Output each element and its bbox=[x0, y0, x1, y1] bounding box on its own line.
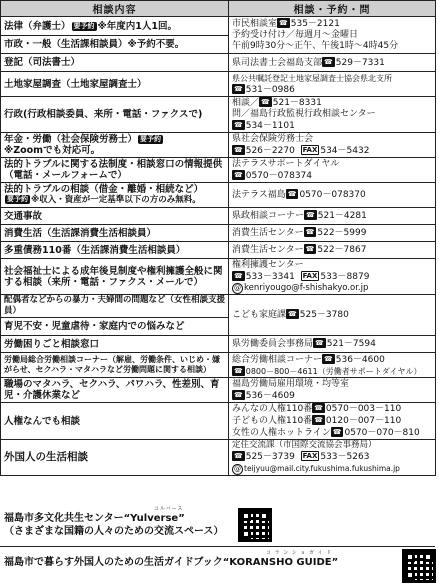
reservation-required-badge: 要予約 bbox=[7, 195, 28, 203]
phone-number[interactable]: 521－7594 bbox=[326, 339, 376, 349]
phone-number[interactable]: 0800－800－4611（労働者サポートダイヤル） bbox=[245, 366, 422, 376]
phone-number[interactable]: 525－3780 bbox=[299, 310, 349, 320]
phone-icon: ☎ bbox=[234, 366, 243, 375]
topic-cell: 配偶者などからの暴力・夫婦間の問題など（女性相談支援員） bbox=[1, 295, 229, 318]
contact-cell: 消費生活センター ☎ 522－5999 bbox=[229, 225, 436, 242]
email-link[interactable]: kenriyougo@f-shishakyo.or.jp bbox=[244, 282, 369, 293]
fax-icon: FAX bbox=[302, 452, 318, 460]
phone-number[interactable]: 522－7867 bbox=[317, 245, 367, 255]
topic-cell: 市政・一般（生活課相談員）※予約不要。 bbox=[1, 36, 229, 54]
table-row bbox=[1, 259, 436, 295]
fax-number: 533－8879 bbox=[320, 271, 370, 282]
topic-cell: 登記（司法書士） bbox=[1, 54, 229, 72]
topic-cell: 社会福祉士による成年後見制度や権利擁護全般に関する相談（来所・電話・ファクス・メールで） bbox=[1, 259, 229, 295]
phone-number[interactable]: 534－1101 bbox=[245, 121, 295, 131]
phone-icon: ☎ bbox=[288, 310, 297, 318]
topic-cell: 年金・労働（社会保険労務士） 要予約 ※Zoomでも対応可。 bbox=[1, 133, 229, 158]
phone-icon: ☎ bbox=[315, 339, 324, 347]
reservation-required-badge: 要予約 bbox=[73, 21, 95, 30]
contact-cell: 法テラスサポートダイヤル ☎ 0570－078374 bbox=[229, 158, 436, 183]
phone-icon: ☎ bbox=[305, 228, 315, 236]
phone-number[interactable]: 531－0986 bbox=[245, 84, 295, 95]
phone-number[interactable]: 535－2121 bbox=[290, 19, 340, 29]
phone-icon: ☎ bbox=[261, 98, 270, 106]
header-topic: 相談内容 bbox=[1, 1, 229, 17]
guidebook-qr-code[interactable] bbox=[402, 549, 436, 583]
table-row bbox=[1, 378, 436, 403]
furigana: コ ラ ン シ ョ ガ イ ド bbox=[266, 550, 333, 556]
phone-icon: ☎ bbox=[234, 170, 243, 179]
phone-icon: ☎ bbox=[314, 404, 323, 412]
topic-cell: 土地家屋調査（土地家屋調査士） bbox=[1, 72, 229, 97]
mail-icon: @ bbox=[234, 465, 241, 473]
contact-cell: みんなの人権110番 ☎ 0570－003－110 子どもの人権110番 ☎ 0120－007－110 女性の人権ホットライン ☎ 0570－070－810 bbox=[229, 403, 436, 440]
contact-cell: 県労働委員会事務局 ☎ 521－7594 bbox=[229, 336, 436, 353]
email-link[interactable]: teijyuu@mail.city.fukushima.fukushima.jp bbox=[244, 464, 400, 473]
topic-cell: 法的トラブルに関する法制度・相談窓口の情報提供（電話・メールフォームで） bbox=[1, 158, 229, 183]
yulverse-subtitle: （さまざまな国籍の人々のための交流スペース） bbox=[4, 526, 224, 537]
contact-cell: 定住交流課（市国際交流協会事務局） ☎ 525－3739 FAX 533－5263 @ teijyuu@mail.city.fukushima.fukushima.jp bbox=[229, 440, 436, 476]
guidebook-info bbox=[4, 550, 338, 569]
table-header bbox=[1, 1, 436, 17]
phone-number[interactable]: 521－4281 bbox=[317, 211, 367, 221]
phone-icon: ☎ bbox=[234, 84, 243, 93]
topic-cell: 法律（弁護士） 要予約 ※年度内1人1回。 bbox=[1, 17, 229, 36]
contact-cell: 総合労働相談コーナー ☎ 536－4600 ☎ 0800－800－4611（労働者サポートダイヤル） bbox=[229, 353, 436, 378]
topic-cell: 多重債務110番（生活課消費生活相談員） bbox=[1, 242, 229, 259]
phone-number[interactable]: 0570－078370 bbox=[299, 190, 366, 200]
phone-icon: ☎ bbox=[279, 19, 288, 27]
phone-icon: ☎ bbox=[324, 354, 333, 363]
contact-cell: 相談／ ☎ 521－8331 問／福島行政監視行政相談センター ☎ 534－1101 bbox=[229, 97, 436, 133]
phone-number[interactable]: 525－3739 bbox=[245, 452, 295, 462]
table-row bbox=[1, 295, 436, 318]
table-row bbox=[1, 72, 436, 97]
guidebook-title: 福島市で暮らす外国人のための生活ガイドブック“KORANSHO GUIDE” bbox=[4, 557, 339, 568]
table-row bbox=[1, 183, 436, 208]
table-row bbox=[1, 225, 436, 242]
table-row bbox=[1, 54, 436, 72]
topic-cell: 行政(行政相談委員、来所・電話・ファクスで) bbox=[1, 97, 229, 133]
phone-number[interactable]: 0570－078374 bbox=[245, 170, 312, 181]
contact-cell: 県公共嘱託登記土地家屋調査士協会県北支所 ☎ 531－0986 bbox=[229, 72, 436, 97]
topic-cell: 法的トラブルの相談（借金・離婚・相続など） 要予約 ※収入・資産が一定基準以下の方のみ無料。 bbox=[1, 183, 229, 208]
table-row bbox=[1, 403, 436, 440]
header-contact: 相談・予約・問 bbox=[229, 1, 436, 17]
table-row bbox=[1, 133, 436, 158]
table-row bbox=[1, 353, 436, 378]
phone-number[interactable]: 533－3341 bbox=[245, 271, 295, 282]
phone-icon: ☎ bbox=[332, 428, 342, 436]
contact-cell: 市民相談室 ☎ 535－2121 予約受け付け／毎週月～金曜日 午前9時30分～正午、午後1時～4時45分 bbox=[229, 17, 436, 54]
phone-icon: ☎ bbox=[305, 245, 315, 253]
topic-cell: 育児不安・児童虐待・家庭内での悩みなど bbox=[1, 318, 229, 336]
table-row bbox=[1, 208, 436, 225]
contact-cell: こども家庭課 ☎ 525－3780 bbox=[229, 295, 436, 336]
phone-number[interactable]: 521－8331 bbox=[272, 98, 322, 108]
topic-cell: 職場のマタハラ、セクハラ、パワハラ、性差別、育児・介護休業など bbox=[1, 378, 229, 403]
phone-icon: ☎ bbox=[234, 121, 243, 129]
fax-number: 534－5432 bbox=[320, 145, 370, 156]
furigana: ユルバース bbox=[154, 506, 184, 512]
fax-icon: FAX bbox=[302, 145, 318, 154]
contact-cell: 県司法書士会福島支部 ☎ 529－7331 bbox=[229, 54, 436, 72]
phone-number[interactable]: 522－5999 bbox=[317, 228, 367, 238]
phone-number[interactable]: 536－4609 bbox=[245, 390, 295, 401]
phone-number[interactable]: 529－7331 bbox=[335, 57, 385, 68]
topic-cell: 人権なんでも相談 bbox=[1, 403, 229, 440]
yulverse-title: 福島市多文化共生センター“Yulverse” bbox=[4, 513, 185, 524]
phone-number[interactable]: 536－4600 bbox=[335, 354, 385, 365]
contact-cell: 権利擁護センター ☎ 533－3341 FAX 533－8879 @ kenriyougo@f-shishakyo.or.jp bbox=[229, 259, 436, 295]
table-row bbox=[1, 17, 436, 36]
table-row bbox=[1, 336, 436, 353]
phone-number[interactable]: 0570－003－110 bbox=[325, 404, 402, 414]
topic-cell: 労働困りごと相談窓口 bbox=[1, 336, 229, 353]
phone-icon: ☎ bbox=[234, 271, 243, 280]
phone-icon: ☎ bbox=[234, 390, 243, 399]
topic-cell: 交通事故 bbox=[1, 208, 229, 225]
phone-icon: ☎ bbox=[314, 416, 323, 424]
topic-cell: 消費生活（生活課消費生活相談員） bbox=[1, 225, 229, 242]
phone-number[interactable]: 526－2270 bbox=[245, 145, 295, 156]
topic-cell: 労働局総合労働相談コーナー（解雇、労働条件、いじめ・嫌がらせ、セクハラ・マタハラなど労働問題に関する相談） bbox=[1, 353, 229, 378]
divider bbox=[0, 546, 435, 547]
reservation-required-badge: 要予約 bbox=[140, 135, 162, 143]
phone-number[interactable]: 0570－070－810 bbox=[344, 428, 420, 438]
phone-icon: ☎ bbox=[234, 452, 243, 460]
yulverse-qr-code[interactable] bbox=[238, 508, 272, 542]
contact-cell: 県政相談コーナー ☎ 521－4281 bbox=[229, 208, 436, 225]
contact-cell: 消費生活センター ☎ 522－7867 bbox=[229, 242, 436, 259]
fax-number: 533－5263 bbox=[320, 452, 370, 462]
topic-cell: 外国人の生活相談 bbox=[1, 440, 229, 476]
table-row bbox=[1, 440, 436, 476]
contact-cell: 法テラス福島 ☎ 0570－078370 bbox=[229, 183, 436, 208]
phone-number[interactable]: 0120－007－110 bbox=[325, 416, 402, 426]
phone-icon: ☎ bbox=[287, 190, 297, 198]
fax-icon: FAX bbox=[302, 271, 318, 280]
phone-icon: ☎ bbox=[324, 57, 333, 66]
contact-cell: 県社会保険労務士会 ☎ 526－2270 FAX 534－5432 bbox=[229, 133, 436, 158]
table-row bbox=[1, 242, 436, 259]
yulverse-center-info bbox=[4, 506, 224, 538]
mail-icon: @ bbox=[234, 283, 241, 292]
phone-icon: ☎ bbox=[306, 211, 315, 219]
contact-cell: 福島労働局雇用環境・均等室 ☎ 536－4609 bbox=[229, 378, 436, 403]
phone-icon: ☎ bbox=[234, 145, 243, 154]
table-row bbox=[1, 97, 436, 133]
table-row bbox=[1, 158, 436, 183]
